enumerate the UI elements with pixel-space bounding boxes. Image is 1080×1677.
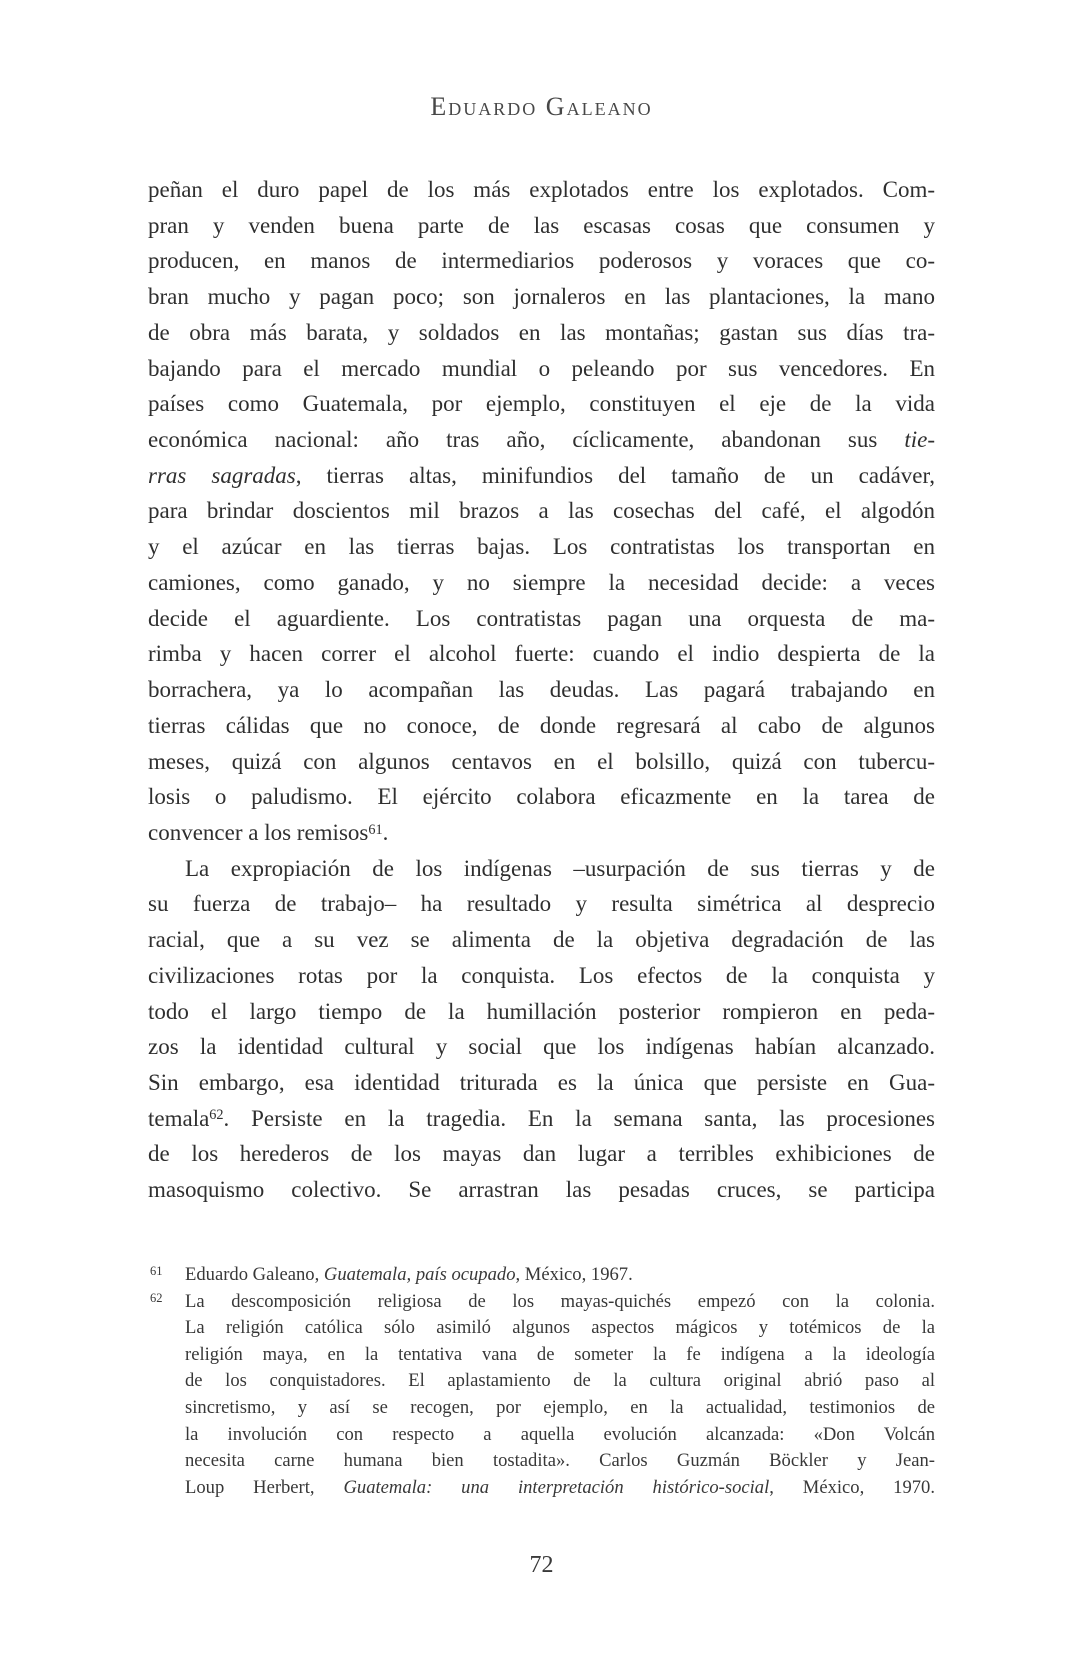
text-segment: y el azúcar en las tierras bajas. Los contratistas los transportan en (148, 534, 935, 560)
text-segment: 62 (209, 1107, 224, 1124)
text-line (148, 172, 935, 208)
text-line (185, 1395, 935, 1422)
text-line (148, 672, 935, 708)
text-segment: civilizaciones rotas por la conquista. Los efectos de la conquista y (148, 962, 935, 988)
text-segment: religión maya, en la tentativa vana de someter la fe indígena a la ideología (185, 1343, 935, 1365)
footnote-marker: 62 (150, 1290, 163, 1305)
text-segment: La religión católica sólo asimiló algunos aspectos mágicos y totémicos de la (185, 1317, 935, 1339)
text-line (148, 886, 935, 922)
page-number: 72 (529, 1552, 554, 1578)
text-segment: decide el aguardiente. Los contratistas pagan una orquesta de ma- (148, 605, 935, 631)
text-segment: bajando para el mercado mundial o peleando por sus vencedores. En (148, 355, 935, 381)
text-line (185, 1315, 935, 1342)
text-segment: tie- (904, 427, 935, 453)
text-line (148, 815, 935, 851)
text-line (148, 851, 935, 887)
text-segment: rras sagradas (148, 462, 296, 488)
text-line (185, 1368, 935, 1395)
text-line (148, 922, 935, 958)
text-segment: la involución con respecto a aquella evolución alcanzada: «Don Volcán (185, 1423, 935, 1445)
text-line (148, 994, 935, 1030)
text-line (148, 1065, 935, 1101)
text-segment: , México, 1970. (769, 1476, 935, 1498)
text-segment: todo el largo tiempo de la humillación posterior rompieron en peda- (148, 998, 935, 1024)
text-line (148, 279, 935, 315)
text-segment: económica nacional: año tras año, cíclicamente, abandonan sus (148, 427, 905, 453)
text-segment: pran y venden buena parte de las escasas cosas que consumen y (148, 212, 935, 238)
text-line (185, 1262, 935, 1289)
text-segment: Loup Herbert, (185, 1476, 344, 1498)
text-segment: masoquismo colectivo. Se arrastran las pesadas cruces, se participa (148, 1177, 935, 1203)
footnotes-section (148, 1262, 935, 1501)
text-line (185, 1475, 935, 1502)
footnote (148, 1262, 935, 1289)
text-line (148, 315, 935, 351)
text-line (185, 1289, 935, 1316)
text-line (148, 386, 935, 422)
text-segment: , tierras altas, minifundios del tamaño de un cadáver, (295, 462, 935, 488)
paragraph (148, 172, 935, 851)
text-line (148, 422, 935, 458)
text-segment: para brindar doscientos mil brazos a las cosechas del café, el algodón (148, 498, 935, 524)
text-line (148, 1101, 935, 1137)
footnote-marker: 61 (150, 1264, 163, 1278)
text-line (148, 458, 935, 494)
text-segment: camiones, como ganado, y no siempre la necesidad decide: a veces (148, 569, 935, 595)
text-segment: países como Guatemala, por ejemplo, constituyen el eje de la vida (148, 391, 935, 417)
text-line (148, 493, 935, 529)
text-segment: de obra más barata, y soldados en las montañas; gastan sus días tra- (148, 319, 935, 345)
text-line (148, 708, 935, 744)
text-segment: de los conquistadores. El aplastamiento de la cultura original abrió paso al (185, 1370, 935, 1392)
running-header: Eduardo Galeano (430, 92, 653, 121)
text-segment: sincretismo, y así se recogen, por ejemplo, en la actualidad, testimonios de (185, 1396, 935, 1418)
text-segment: zos la identidad cultural y social que los indígenas habían alcanzado. (148, 1034, 935, 1060)
text-line (148, 1029, 935, 1065)
text-segment: producen, en manos de intermediarios poderosos y voraces que co- (148, 248, 935, 274)
text-line (148, 351, 935, 387)
text-line (148, 601, 935, 637)
text-line (148, 958, 935, 994)
text-segment: su fuerza de trabajo– ha resultado y resulta simétrica al desprecio (148, 891, 935, 917)
text-segment: Eduardo Galeano, (185, 1264, 324, 1285)
text-segment: temala (148, 1105, 210, 1131)
text-segment: La expropiación de los indígenas –usurpación de sus tierras y de (185, 855, 935, 881)
footnote (148, 1289, 935, 1502)
text-segment: bran mucho y pagan poco; son jornaleros en las plantaciones, la mano (148, 284, 935, 310)
text-segment: La descomposición religiosa de los mayas-quichés empezó con la colonia. (185, 1290, 935, 1312)
text-line (148, 243, 935, 279)
text-line (148, 208, 935, 244)
text-segment: peñan el duro papel de los más explotados entre los explotados. Com- (148, 177, 935, 202)
text-line (148, 779, 935, 815)
text-line (148, 529, 935, 565)
text-segment: Guatemala: una interpretación histórico-social (343, 1476, 770, 1498)
paragraph (148, 851, 935, 1208)
text-segment: tierras cálidas que no conoce, de donde regresará al cabo de algunos (148, 712, 935, 738)
text-segment: rimba y hacen correr el alcohol fuerte: cuando el indio despierta de la (148, 641, 935, 667)
text-segment: losis o paludismo. El ejército colabora eficazmente en la tarea de (148, 784, 935, 810)
text-line (185, 1422, 935, 1449)
text-line (185, 1448, 935, 1475)
text-segment: Sin embargo, esa identidad triturada es la única que persiste en Gua- (148, 1069, 935, 1095)
text-segment: . Persiste en la tragedia. En la semana santa, las procesiones (223, 1105, 935, 1131)
text-line (148, 1136, 935, 1172)
text-segment: Guatemala, país ocupado (323, 1264, 516, 1285)
text-segment: convencer a los remisos (148, 819, 369, 845)
text-line (148, 1172, 935, 1208)
text-line (185, 1342, 935, 1369)
text-segment: necesita carne humana bien tostadita». Carlos Guzmán Böckler y Jean- (185, 1450, 935, 1472)
text-segment: , México, 1967. (515, 1264, 633, 1285)
text-segment: borrachera, ya lo acompañan las deudas. Las pagará trabajando en (148, 677, 935, 703)
text-segment: 61 (368, 821, 383, 838)
text-line (148, 744, 935, 780)
text-segment: racial, que a su vez se alimenta de la objetiva degradación de las (148, 927, 935, 953)
text-segment: . (382, 819, 389, 845)
body-text (148, 172, 935, 1208)
text-line (148, 565, 935, 601)
text-segment: meses, quizá con algunos centavos en el bolsillo, quizá con tubercu- (148, 748, 935, 774)
text-segment: de los herederos de los mayas dan lugar a terribles exhibiciones de (148, 1141, 935, 1167)
text-line (148, 636, 935, 672)
